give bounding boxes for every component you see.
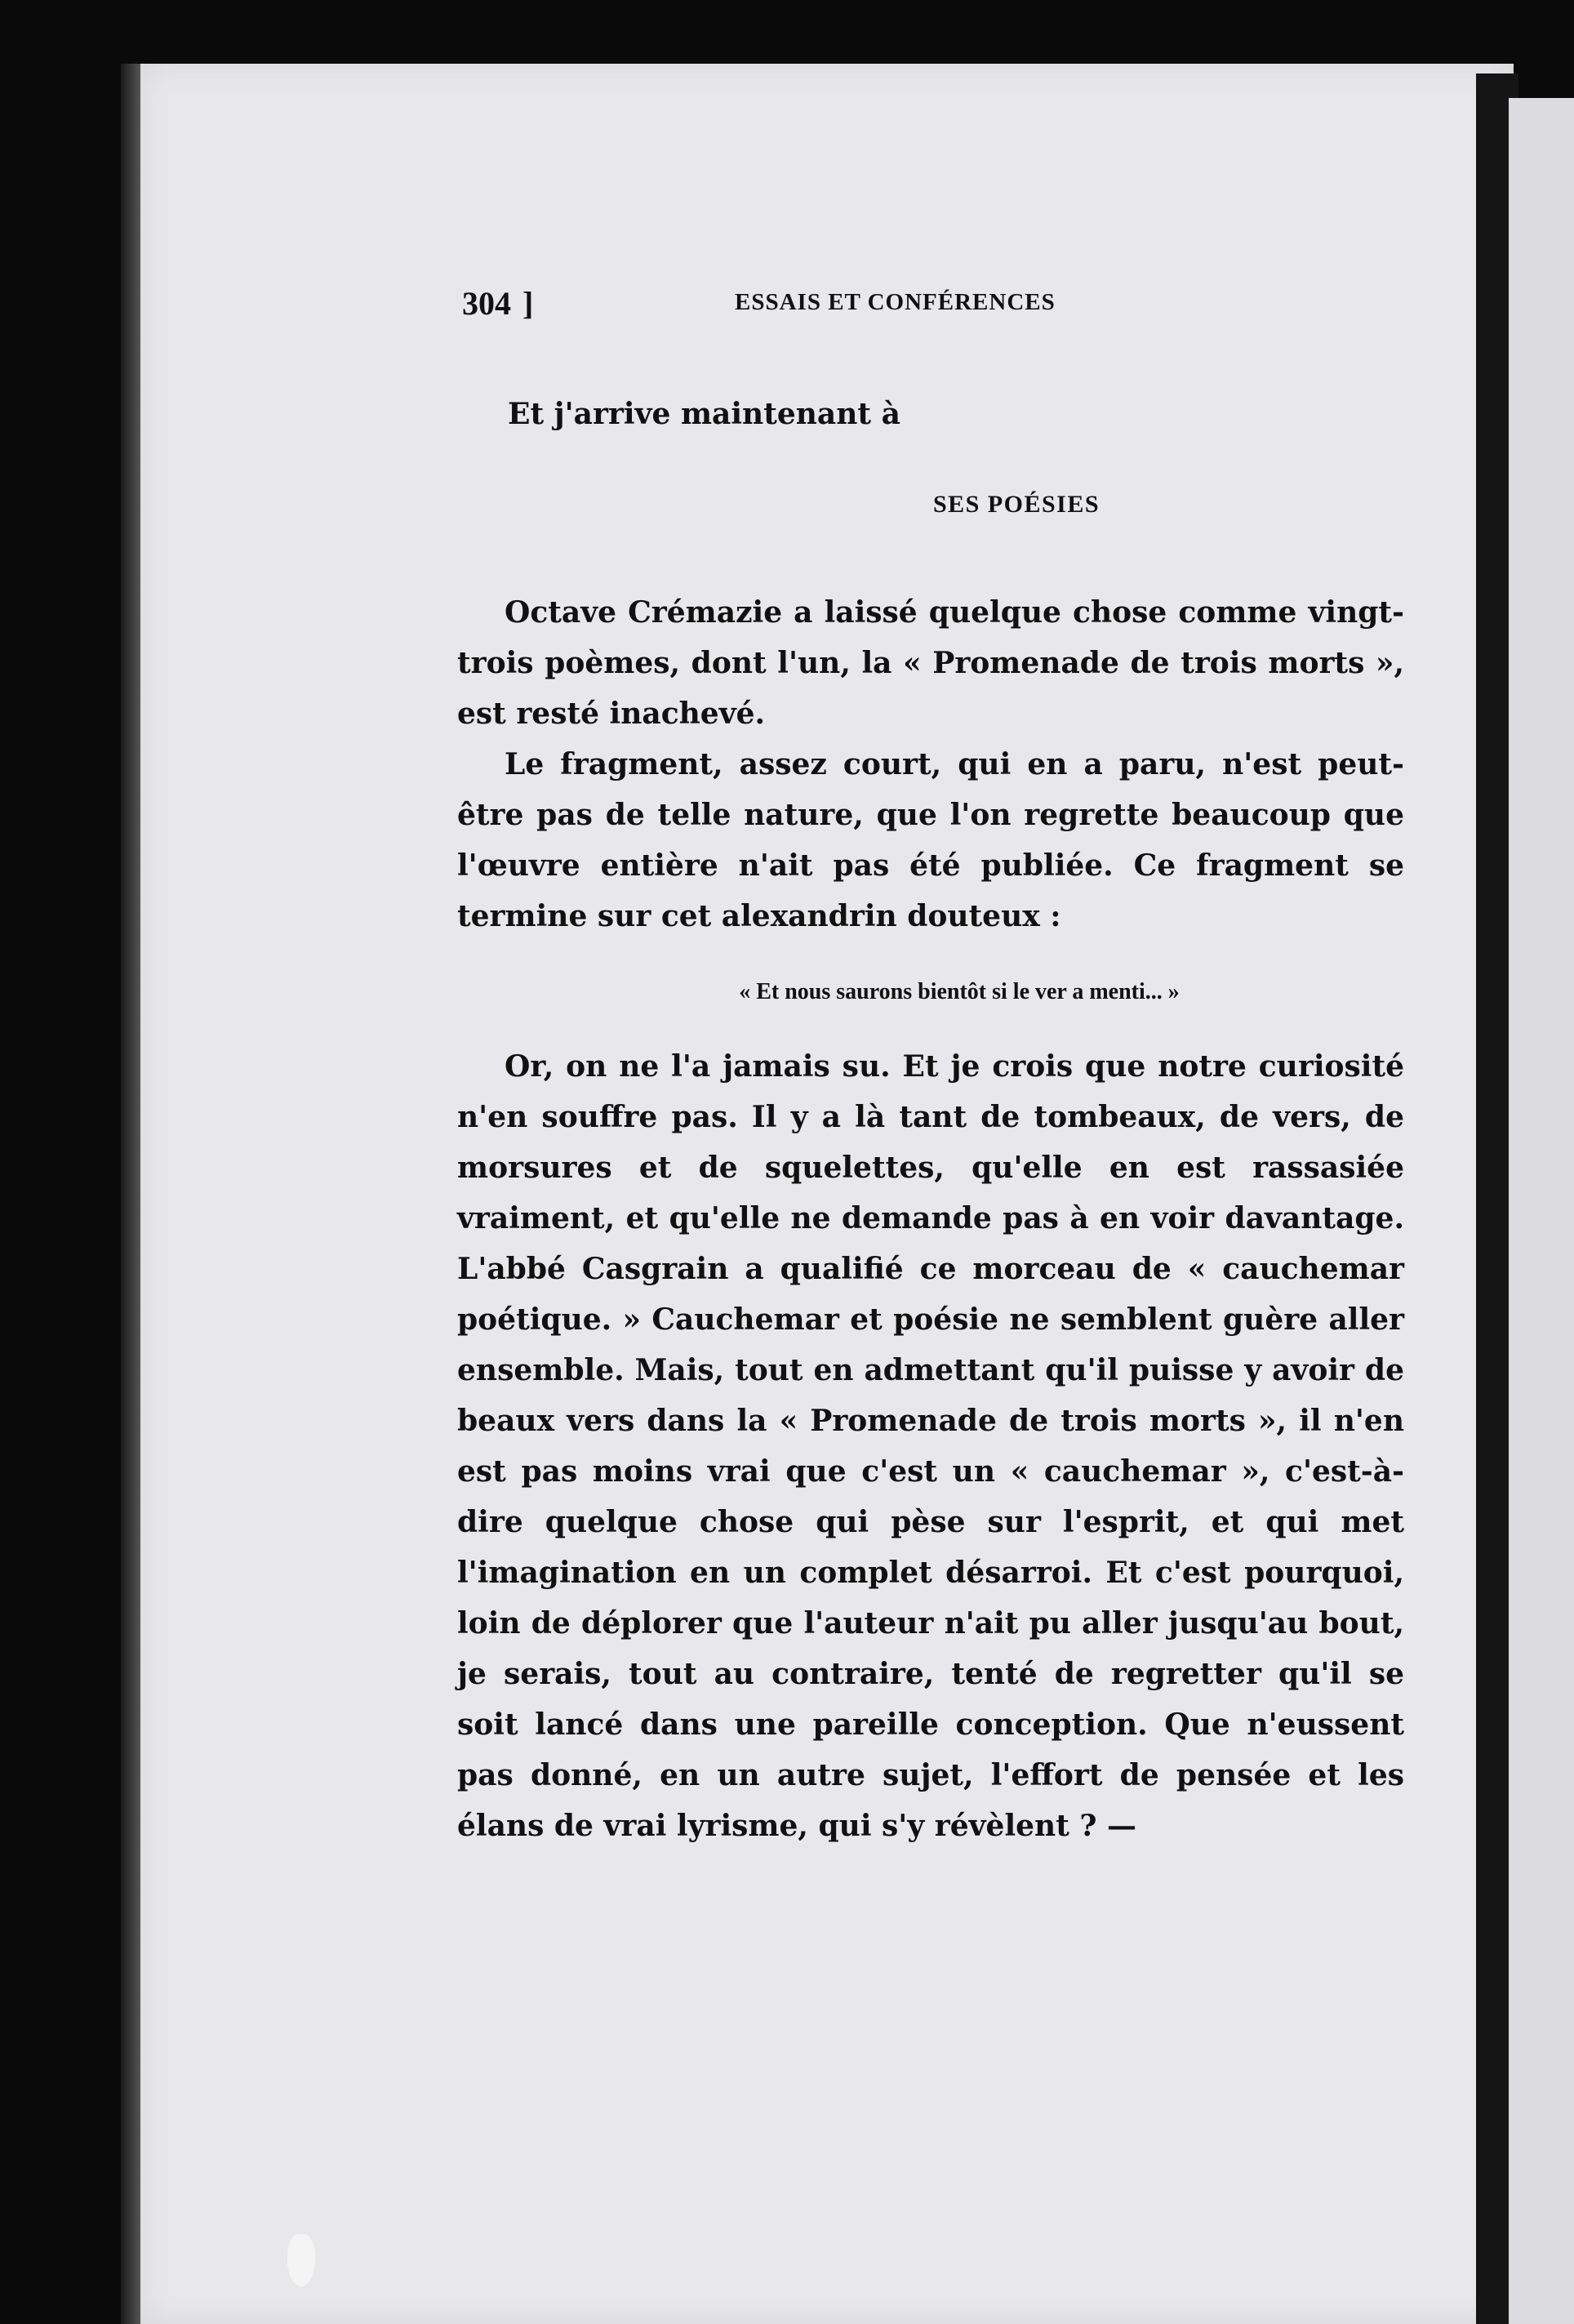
paragraph-3: Or, on ne l'a jamais su. Et je crois que notre curiosité n'en souffre pas. Il y a là tant de tombeaux, de vers, de morsures et de squelettes, qu'elle en est rassasiée vraiment, et qu'elle ne demande pas à en voir davantage. L'abbé Casgrain a qualifié ce morceau de « cauchemar poétique. » Cauchemar et poésie ne semblent guère aller ensemble. Mais, tout en admettant qu'il puisse y avoir de beaux vers dans la « Promenade de trois morts », il n'en est pas moins vrai que c'est un « cauchemar », c'est-à-dire quelque chose qui pèse sur l'esprit, et qui met l'imagination en un complet désarroi. Et c'est pourquoi, loin de déplorer que l'auteur n'ait pu aller jusqu'au bout, je serais, tout au contraire, tenté de regretter qu'il se soit lancé dans une pareille conception. Que n'eussent pas donné, en un autre sujet, l'effort de pensée et les élans de vrai lyrisme, qui s'y révèlent ? — (457, 1049, 1404, 1844)
page-number: 304 ] (462, 285, 534, 322)
verse-quote: « Et nous saurons bientôt si le ver a menti... » (739, 979, 1180, 1005)
page-left-edge-shadow (121, 64, 142, 2324)
section-heading: SES POÉSIES (932, 491, 1100, 519)
intro-line: Et j'arrive maintenant à (508, 397, 900, 431)
page-text (457, 269, 1404, 1851)
running-head (457, 269, 1404, 327)
page-number-bracket: ] (522, 285, 534, 322)
paragraph-2: Le fragment, assez court, qui en a paru, n'est peut-être pas de telle nature, que l'on regrette beaucoup que l'œuvre entière n'ait pas été publiée. Ce fragment se termine sur cet alexandrin douteux : (457, 747, 1404, 934)
paragraph-1: Octave Crémazie a laissé quelque chose comme vingt-trois poèmes, dont l'un, la « Promenade de trois morts », est resté inachevé. (457, 595, 1404, 732)
page-tear-mark (287, 2234, 315, 2286)
adjacent-page-edge (1509, 98, 1574, 2324)
running-title: ESSAIS ET CONFÉRENCES (735, 289, 1056, 315)
